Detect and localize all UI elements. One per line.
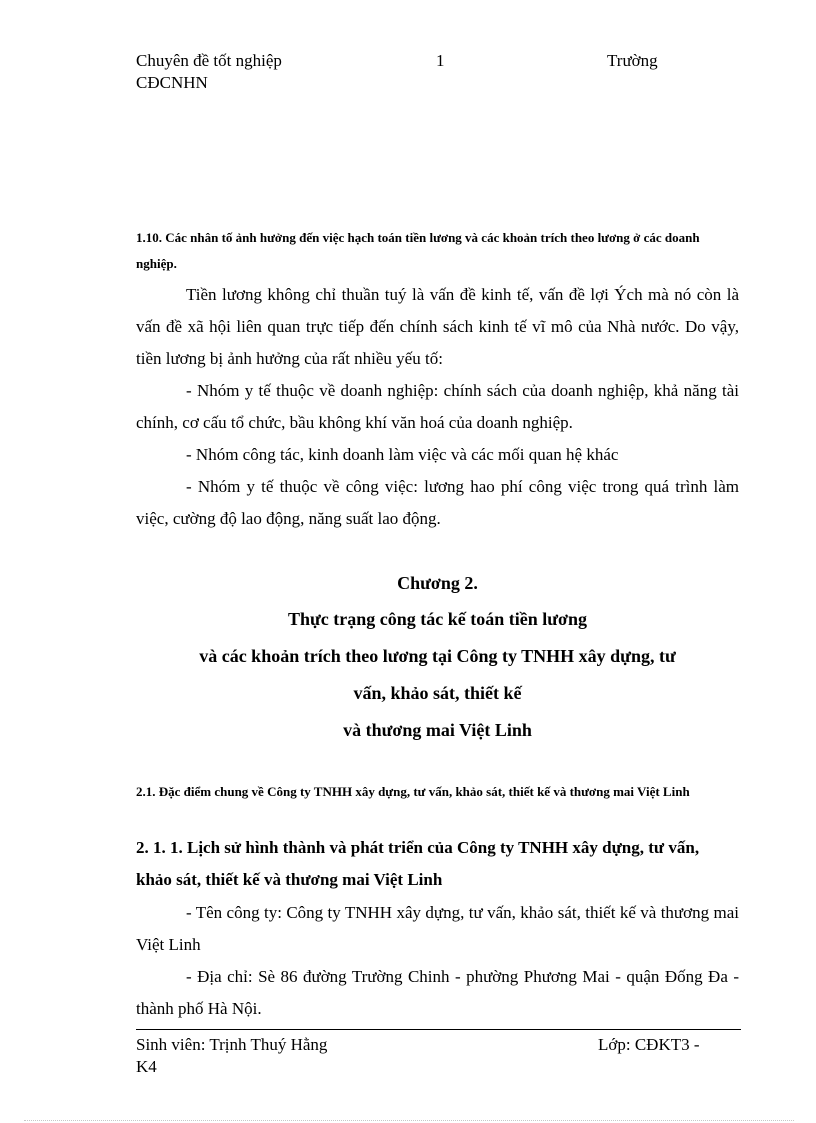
chapter-title-line3: vấn, khảo sát, thiết kế: [353, 683, 522, 703]
paragraph-intro: Tiền lương không chỉ thuần tuý là vấn đề kinh tế, vấn đề lợi Ých mà nó còn là vấn đề xã hội liên quan trực tiếp đến chính sách kinh tế vĩ mô của Nhà nước. Do vậy, tiền lương bị ảnh hưởng của rất nhiều yếu tố:: [136, 285, 739, 368]
header-left: [136, 50, 282, 94]
header-left-line1: Chuyên đề tốt nghiệp: [136, 51, 282, 70]
footer-class-cont: K4: [136, 1057, 157, 1076]
footer-divider: [136, 1029, 741, 1030]
section-2-1-1-title: 2. 1. 1. Lịch sử hình thành và phát triển của Công ty TNHH xây dựng, tư vấn, khảo sát, thiết kế và thương mai Việt Linh: [136, 838, 700, 889]
chapter-title-line4: và thương mai Việt Linh: [343, 720, 532, 740]
header-left-line2: CĐCNHN: [136, 73, 208, 92]
chapter-title-line2: và các khoản trích theo lương tại Công ty TNHH xây dựng, tư: [199, 646, 676, 666]
footer-class: Lớp: CĐKT3 -: [598, 1035, 700, 1054]
chapter-number: Chương 2.: [397, 573, 478, 593]
paragraph-group-work: - Nhóm y tế thuộc về công việc: lương hao phí công việc trong quá trình làm việc, cường độ lao động, năng suất lao động.: [136, 477, 739, 528]
page-bottom-edge: [24, 1120, 794, 1121]
header-right: Trường: [607, 51, 658, 70]
paragraph-group-enterprise: - Nhóm y tế thuộc về doanh nghiệp: chính sách của doanh nghiệp, khả năng tài chính, cơ cấu tổ chức, bầu không khí văn hoá của doanh nghiệp.: [136, 381, 739, 432]
footer-left: [136, 1034, 327, 1078]
section-1-10-title: 1.10. Các nhân tố ảnh hưởng đến việc hạch toán tiền lương và các khoản trích theo lương ở các doanh nghiệp.: [136, 230, 700, 271]
footer-student: Sinh viên: Trịnh Thuý Hằng: [136, 1035, 328, 1054]
section-2-1-title: 2.1. Đặc điểm chung về Công ty TNHH xây dựng, tư vấn, khảo sát, thiết kế và thương mai Việt Linh: [136, 784, 690, 799]
company-address: - Địa chỉ: Sè 86 đường Trường Chinh - phường Phương Mai - quận Đống Đa - thành phố Hà Nội.: [136, 967, 739, 1018]
page-number: 1: [436, 51, 445, 70]
chapter-title-line1: Thực trạng công tác kế toán tiền lương: [287, 609, 588, 629]
company-name: - Tên công ty: Công ty TNHH xây dựng, tư vấn, khảo sát, thiết kế và thương mai Việt Linh: [136, 903, 739, 954]
paragraph-group-relations: - Nhóm công tác, kinh doanh làm việc và các mối quan hệ khác: [186, 445, 619, 464]
